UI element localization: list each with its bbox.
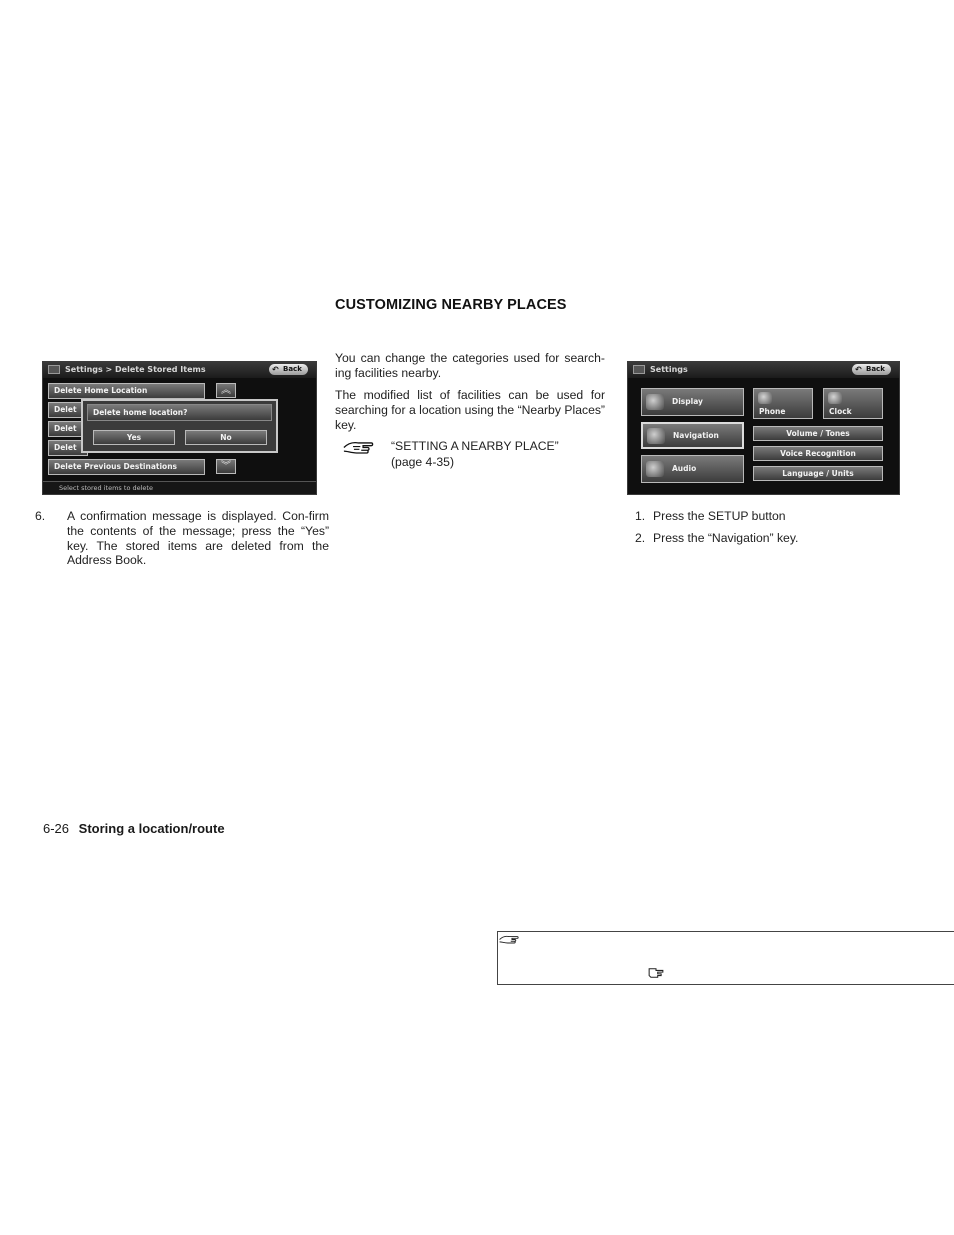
screen-title-bar <box>628 362 899 378</box>
list-item-delete-home[interactable]: Delete Home Location <box>48 383 205 399</box>
scroll-down-button[interactable]: ︾ <box>216 459 236 474</box>
step-2 <box>635 531 798 546</box>
screen-title-bar <box>43 362 316 378</box>
language-units-button[interactable]: Language / Units <box>753 466 883 481</box>
step-number: 1. <box>635 509 646 523</box>
scroll-up-button[interactable]: ︽ <box>216 383 236 398</box>
section-title: CUSTOMIZING NEARBY PLACES <box>335 297 567 313</box>
screenshot-settings <box>627 361 900 495</box>
list-item[interactable]: Delet <box>48 440 88 456</box>
step-6 <box>35 509 329 568</box>
voice-recognition-button[interactable]: Voice Recognition <box>753 446 883 461</box>
yes-button[interactable]: Yes <box>93 430 175 445</box>
navigation-label: Navigation <box>673 430 719 440</box>
menu-icon <box>48 365 60 374</box>
screenshot-delete-stored-items <box>42 361 317 495</box>
volume-tones-button[interactable]: Volume / Tones <box>753 426 883 441</box>
confirmation-dialog <box>81 399 278 453</box>
clock-icon <box>828 392 842 404</box>
audio-label: Audio <box>672 464 697 474</box>
step-1 <box>635 509 786 524</box>
step-text: Press the “Navigation” key. <box>653 531 799 545</box>
screen-title: Settings > Delete Stored Items <box>65 365 206 374</box>
pointing-hand-icon <box>499 934 519 945</box>
step-number: 2. <box>635 531 646 545</box>
phone-label: Phone <box>759 406 786 416</box>
facilities-paragraph: The modified list of facilities can be used for searching for a location using the “Nearby Places” key. <box>335 388 605 432</box>
display-icon <box>646 394 664 410</box>
list-item-delete-previous-destinations[interactable]: Delete Previous Destinations <box>48 459 205 475</box>
empty-reference-box <box>497 931 954 985</box>
step-number: 6. <box>35 509 46 523</box>
reference-line-2: (page 4-35) <box>391 455 455 469</box>
screen-title: Settings <box>650 365 688 374</box>
list-item[interactable]: Delet <box>48 421 88 437</box>
audio-icon <box>646 461 664 477</box>
list-item[interactable]: Delet <box>48 402 88 418</box>
pointing-hand-icon <box>343 439 374 456</box>
no-button[interactable]: No <box>185 430 267 445</box>
navigation-button[interactable] <box>641 422 744 449</box>
menu-icon <box>633 365 645 374</box>
step-text: Press the SETUP button <box>653 509 786 523</box>
audio-button[interactable] <box>641 455 744 483</box>
dialog-message: Delete home location? <box>87 404 272 421</box>
display-label: Display <box>672 397 703 407</box>
page-footer <box>43 821 225 836</box>
clock-button[interactable] <box>823 388 883 419</box>
phone-button[interactable] <box>753 388 813 419</box>
footer-section-name: Storing a location/route <box>78 821 225 836</box>
status-bar: Select stored items to delete <box>43 481 316 494</box>
step-text: A confirmation message is displayed. Con-firm the contents of the message; press the “Yes” key. The stored items are deleted from the Address Book. <box>67 509 329 568</box>
reference-line-1: “SETTING A NEARBY PLACE” <box>391 439 559 453</box>
back-button[interactable]: ↶ Back <box>852 364 891 375</box>
phone-icon <box>758 392 772 404</box>
clock-label: Clock <box>829 406 852 416</box>
back-button[interactable]: ↶ Back <box>269 364 308 375</box>
intro-paragraph: You can change the categories used for search-ing facilities nearby. <box>335 351 605 380</box>
navigation-icon <box>647 428 665 444</box>
hand-icon <box>647 967 665 979</box>
page-number: 6-26 <box>43 821 70 836</box>
display-button[interactable] <box>641 388 744 416</box>
